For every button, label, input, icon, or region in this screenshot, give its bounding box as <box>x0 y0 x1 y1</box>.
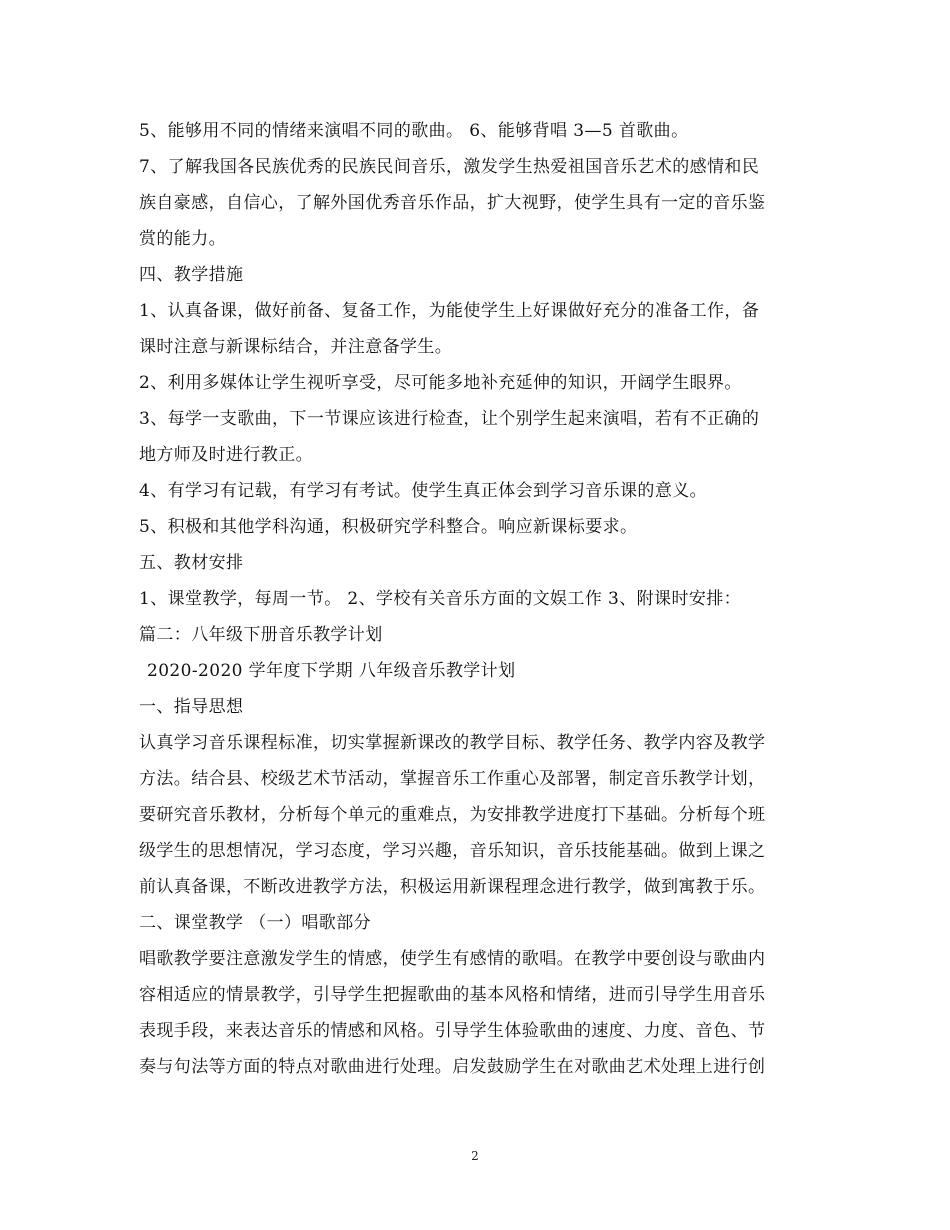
text-line: 2、利用多媒体让学生视听享受，尽可能多地补充延伸的知识，开阔学生眼界。 <box>139 373 742 393</box>
text-line: 1、课堂教学，每周一节。 2、学校有关音乐方面的文娱工作 3、附课时安排： <box>139 589 742 609</box>
text-line: 4、有学习有记载，有学习有考试。使学生真正体会到学习音乐课的意义。 <box>139 481 708 501</box>
text-line: 要研究音乐教材，分析每个单元的重难点，为安排教学进度打下基础。分析每个班 <box>139 805 766 825</box>
text-line: 赏的能力。 <box>139 229 226 249</box>
text-line: 级学生的思想情况，学习态度，学习兴趣，音乐知识，音乐技能基础。做到上课之 <box>139 841 766 861</box>
text-line: 1、认真备课，做好前备、复备工作，为能使学生上好课做好充分的准备工作，备 <box>139 301 760 321</box>
text-line: 5、积极和其他学科沟通，积极研究学科整合。响应新课标要求。 <box>139 517 638 537</box>
text-line: 方法。结合县、校级艺术节活动，掌握音乐工作重心及部署，制定音乐教学计划， <box>139 769 766 789</box>
part-heading: 篇二：八年级下册音乐教学计划 <box>139 625 383 645</box>
text-line: 5、能够用不同的情绪来演唱不同的歌曲。 6、能够背唱 3—5 首歌曲。 <box>139 121 689 141</box>
text-line: 唱歌教学要注意激发学生的情感，使学生有感情的歌唱。在教学中要创设与歌曲内 <box>139 949 766 969</box>
section-heading: 一、指导思想 <box>139 697 244 717</box>
text-line: 族自豪感，自信心，了解外国优秀音乐作品，扩大视野，使学生具有一定的音乐鉴 <box>139 193 766 213</box>
section-heading: 四、教学措施 <box>139 265 244 285</box>
text-line: 认真学习音乐课程标准，切实掌握新课改的教学目标、教学任务、教学内容及教学 <box>139 733 766 753</box>
text-line: 前认真备课，不断改进教学方法，积极运用新课程理念进行教学，做到寓教于乐。 <box>139 877 766 897</box>
text-line: 奏与句法等方面的特点对歌曲进行处理。启发鼓励学生在对歌曲艺术处理上进行创 <box>139 1057 766 1077</box>
document-body <box>139 113 819 1085</box>
text-line: 表现手段，来表达音乐的情感和风格。引导学生体验歌曲的速度、力度、音色、节 <box>139 1021 766 1041</box>
text-line: 课时注意与新课标结合，并注意备学生。 <box>139 337 453 357</box>
plan-title: 2020-2020 学年度下学期 八年级音乐教学计划 <box>147 661 516 681</box>
text-line: 7、了解我国各民族优秀的民族民间音乐，激发学生热爱祖国音乐艺术的感情和民 <box>139 157 760 177</box>
section-heading: 二、课堂教学 （一）唱歌部分 <box>139 913 372 933</box>
text-line: 容相适应的情景教学，引导学生把握歌曲的基本风格和情绪，进而引导学生用音乐 <box>139 985 766 1005</box>
text-line: 3、每学一支歌曲，下一节课应该进行检查，让个别学生起来演唱，若有不正确的 <box>139 409 760 429</box>
page-number: 2 <box>471 1149 479 1163</box>
text-line: 地方师及时进行教正。 <box>139 445 313 465</box>
section-heading: 五、教材安排 <box>139 553 244 573</box>
